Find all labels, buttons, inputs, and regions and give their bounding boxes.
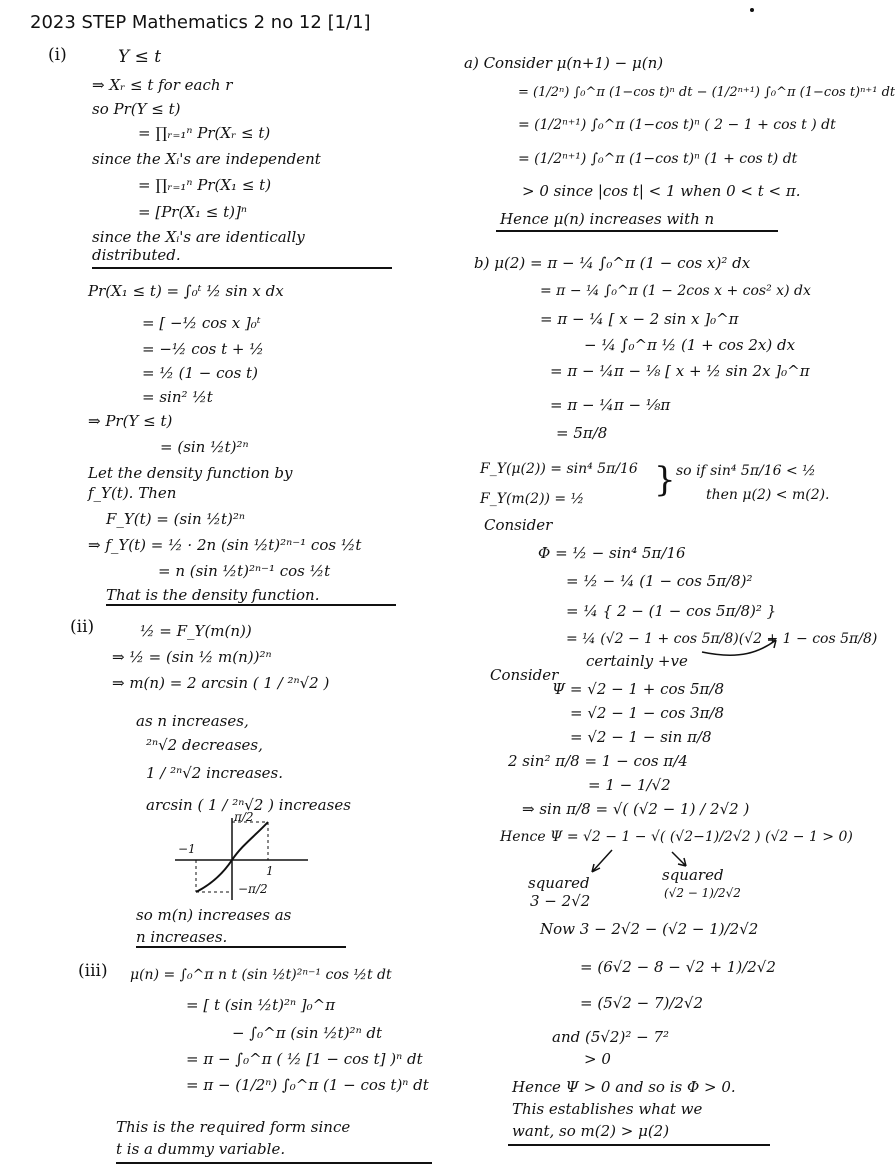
i-line: = ∏ᵣ₌₁ⁿ Pr(X₁ ≤ t) — [138, 176, 272, 194]
a-line: = (1/2ⁿ) ∫₀^π (1−cos t)ⁿ dt − (1/2ⁿ⁺¹) ∫₀^π (1−cos t)ⁿ⁺¹ dt — [518, 85, 895, 100]
phi-line: = ½ − ¼ (1 − cos 5π/8)² — [566, 572, 753, 590]
page-title: 2023 STEP Mathematics 2 no 12 [1/1] — [30, 12, 371, 33]
b-line: = 5π/8 — [556, 424, 608, 442]
iii-line: = π − ∫₀^π ( ½ [1 − cos t] )ⁿ dt — [186, 1050, 423, 1068]
psi-line: = (5√2 − 7)/2√2 — [580, 994, 704, 1012]
ii-line: so m(n) increases as — [136, 906, 292, 924]
a-line: > 0 since |cos t| < 1 when 0 < t < π. — [522, 182, 801, 200]
phi-line: Consider — [484, 516, 553, 534]
psi-line: want, so m(2) > μ(2) — [512, 1122, 670, 1140]
ii-line: ⇒ ½ = (sin ½ m(n))²ⁿ — [112, 648, 272, 666]
cdf-line: Pr(X₁ ≤ t) = ∫₀ᵗ ½ sin x dx — [88, 282, 284, 300]
part-ii-label: (ii) — [70, 617, 95, 637]
iii-line: − ∫₀^π (sin ½t)²ⁿ dt — [232, 1024, 383, 1042]
graph-label-bottom: −π/2 — [238, 882, 268, 896]
ii-line: ²ⁿ√2 decreases, — [146, 736, 263, 754]
cdf-line: ⇒ Pr(Y ≤ t) — [88, 412, 173, 430]
phi-line: certainly +ve — [586, 652, 688, 670]
ii-line: as n increases, — [136, 712, 249, 730]
psi-line: 2 sin² π/8 = 1 − cos π/4 — [508, 752, 688, 770]
phi-line: = ¼ { 2 − (1 − cos 5π/8)² } — [566, 602, 777, 620]
b-line: = π − ¼π − ⅛π — [550, 396, 671, 414]
i-line: ⇒ Xᵣ ≤ t for each r — [92, 76, 233, 94]
ii-line: ½ = F_Y(m(n)) — [140, 622, 252, 640]
ii-line: ⇒ m(n) = 2 arcsin ( 1 / ²ⁿ√2 ) — [112, 674, 330, 692]
psi-line: Consider — [490, 666, 559, 684]
b-line: = π − ¼ [ x − 2 sin x ]₀^π — [540, 310, 739, 328]
psi-line: squared — [662, 866, 724, 884]
b-line: = π − ¼ ∫₀^π (1 − 2cos x + cos² x) dx — [540, 283, 811, 299]
graph-label-right: 1 — [266, 864, 274, 878]
ii-line: arcsin ( 1 / ²ⁿ√2 ) increases — [146, 796, 351, 814]
compare-line: F_Y(μ(2)) = sin⁴ 5π/16 — [480, 461, 638, 477]
i-line: distributed. — [92, 246, 181, 264]
b-line: b) μ(2) = π − ¼ ∫₀^π (1 − cos x)² dx — [474, 254, 751, 272]
a-line: a) Consider μ(n+1) − μ(n) — [464, 54, 664, 72]
cdf-line: = ½ (1 − cos t) — [142, 364, 258, 382]
i-line: since the Xᵢ's are independent — [92, 150, 321, 168]
cdf-line: ⇒ f_Y(t) = ½ · 2n (sin ½t)²ⁿ⁻¹ cos ½t — [88, 536, 362, 554]
cdf-line: Let the density function by — [88, 464, 293, 482]
psi-line: Now 3 − 2√2 − (√2 − 1)/2√2 — [540, 920, 759, 938]
iii-line: t is a dummy variable. — [116, 1140, 286, 1158]
i-line: since the Xᵢ's are identically — [92, 228, 305, 246]
section-underline — [508, 1144, 770, 1146]
iii-line: = π − (1/2ⁿ) ∫₀^π (1 − cos t)ⁿ dt — [186, 1076, 429, 1094]
part-i-label: (i) — [48, 45, 67, 65]
graph-label-top: π/2 — [234, 810, 254, 824]
psi-line: and (5√2)² − 7² — [552, 1028, 669, 1046]
cdf-line: = sin² ½t — [142, 388, 213, 406]
i-line: so Pr(Y ≤ t) — [92, 100, 181, 118]
a-line: = (1/2ⁿ⁺¹) ∫₀^π (1−cos t)ⁿ (1 + cos t) dt — [518, 151, 798, 167]
arrow-squared-left — [592, 850, 612, 872]
psi-line: = √2 − 1 − cos 3π/8 — [570, 704, 725, 722]
iii-line: = [ t (sin ½t)²ⁿ ]₀^π — [186, 996, 336, 1014]
b-line: − ¼ ∫₀^π ½ (1 + cos 2x) dx — [584, 336, 796, 354]
psi-line: (√2 − 1)/2√2 — [664, 886, 741, 900]
psi-line: > 0 — [584, 1050, 611, 1068]
graph-label-left: −1 — [178, 842, 196, 856]
phi-line: = ¼ (√2 − 1 + cos 5π/8)(√2 + 1 − cos 5π/8) — [566, 631, 878, 647]
b-line: = π − ¼π − ⅛ [ x + ½ sin 2x ]₀^π — [550, 362, 810, 380]
arrow-certainly-positive — [702, 640, 776, 655]
phi-line: Φ = ½ − sin⁴ 5π/16 — [538, 544, 686, 562]
psi-line: = 1 − 1/√2 — [588, 776, 671, 794]
compare-line: then μ(2) < m(2). — [706, 487, 830, 503]
psi-line: 3 − 2√2 — [530, 892, 591, 910]
ii-line: n increases. — [136, 928, 228, 946]
a-line: = (1/2ⁿ⁺¹) ∫₀^π (1−cos t)ⁿ ( 2 − 1 + cos t ) dt — [518, 117, 836, 133]
iii-line: This is the required form since — [116, 1118, 351, 1136]
psi-line: ⇒ sin π/8 = √( (√2 − 1) / 2√2 ) — [522, 800, 750, 818]
i-line: = [Pr(X₁ ≤ t)]ⁿ — [138, 203, 247, 221]
psi-line: This establishes what we — [512, 1100, 703, 1118]
i-line: = ∏ᵣ₌₁ⁿ Pr(Xᵣ ≤ t) — [138, 124, 271, 142]
cdf-line: F_Y(t) = (sin ½t)²ⁿ — [106, 510, 245, 528]
psi-line: Ψ = √2 − 1 + cos 5π/8 — [552, 680, 725, 698]
cdf-line: That is the density function. — [106, 586, 320, 604]
cdf-line: = [ −½ cos x ]₀ᵗ — [142, 314, 261, 332]
iii-line: μ(n) = ∫₀^π n t (sin ½t)²ⁿ⁻¹ cos ½t dt — [130, 967, 392, 983]
cdf-line: = n (sin ½t)²ⁿ⁻¹ cos ½t — [158, 562, 331, 580]
cdf-line: = −½ cos t + ½ — [142, 340, 264, 358]
a-line: Hence μ(n) increases with n — [500, 210, 715, 228]
compare-line: F_Y(m(2)) = ½ — [480, 491, 585, 507]
psi-line: Hence Ψ > 0 and so is Φ > 0. — [512, 1078, 736, 1096]
psi-line: = (6√2 − 8 − √2 + 1)/2√2 — [580, 958, 776, 976]
cdf-line: f_Y(t). Then — [88, 484, 177, 502]
arrow-squared-right — [672, 852, 686, 866]
part-iii-label: (iii) — [78, 961, 108, 981]
psi-line: = √2 − 1 − sin π/8 — [570, 728, 712, 746]
psi-line: squared — [528, 874, 590, 892]
psi-line: Hence Ψ = √2 − 1 − √( (√2−1)/2√2 ) (√2 − 1 > 0) — [500, 829, 853, 845]
ii-line: 1 / ²ⁿ√2 increases. — [146, 764, 283, 782]
brace-mark: } — [654, 460, 676, 500]
i-line: Y ≤ t — [118, 47, 162, 67]
cdf-line: = (sin ½t)²ⁿ — [160, 438, 249, 456]
compare-line: so if sin⁴ 5π/16 < ½ — [676, 463, 816, 479]
